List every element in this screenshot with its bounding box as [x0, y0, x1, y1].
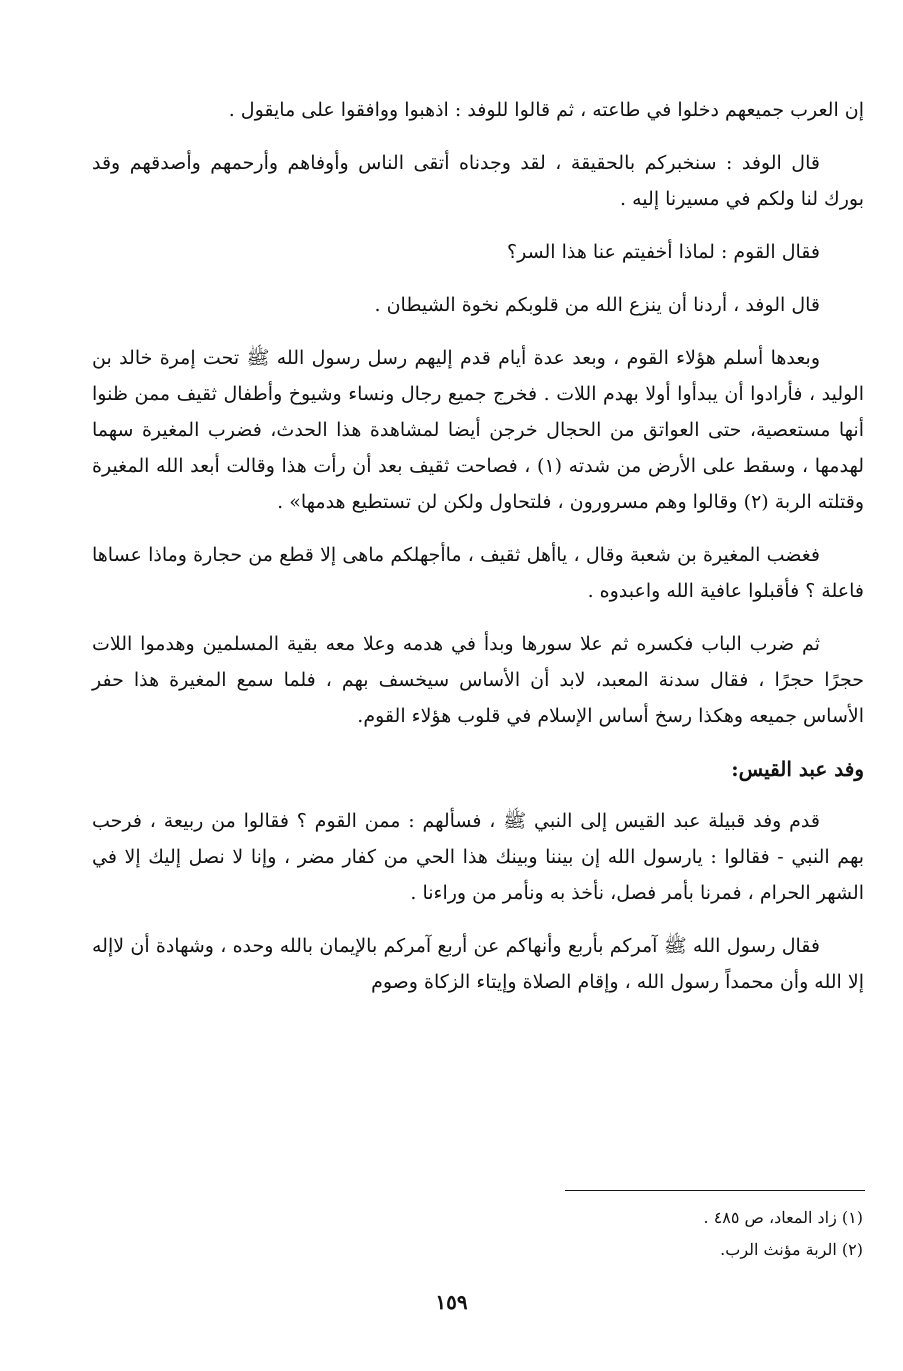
page-number: ١٥٩	[435, 1290, 468, 1314]
section-heading: وفد عبد القيس:	[731, 757, 864, 781]
footnote-divider	[565, 1190, 865, 1191]
footnote-1: (١) زاد المعاد، ص ٤٨٥ .	[703, 1208, 863, 1227]
paragraph-2: قال الوفد : سنخبركم بالحقيقة ، لقد وجدناه أتقى الناس وأوفاهم وأرحمهم وأصدقهم وقد بورك لنا ولكم في مسيرنا إليه .	[92, 152, 864, 210]
footnote-2: (٢) الربة مؤنث الرب.	[720, 1240, 863, 1259]
footnotes	[533, 1202, 863, 1266]
paragraph-7: ثم ضرب الباب فكسره ثم علا سورها وبدأ في هدمه وعلا معه بقية المسلمين وهدموا اللات حجرًا حجرًا ، فقال سدنة المعبد، لابد أن الأساس سيخسف بهم ، فلما سمع المغيرة هذا حفر الأساس جميعه وهكذا رسخ أساس الإسلام في قلوب هؤلاء القوم.	[92, 633, 864, 727]
paragraph-8: قدم وفد قبيلة عبد القيس إلى النبي ﷺ ، فسألهم : ممن القوم ؟ فقالوا من ربيعة ، فرحب بهم النبي - فقالوا : يارسول الله إن بيننا وبينك هذا الحي من كفار مضر ، وإنا لا نصل إليك إلا في الشهر الحرام ، فمرنا بأمر فصل، نأخذ به ونأمر من وراءنا .	[92, 810, 864, 904]
paragraph-4: قال الوفد ، أردنا أن ينزع الله من قلوبكم نخوة الشيطان .	[374, 294, 820, 316]
paragraph-9: فقال رسول الله ﷺ آمركم بأربع وأنهاكم عن أربع آمركم بالإيمان بالله وحده ، وشهادة أن لاإله إلا الله وأن محمداً رسول الله ، وإقام الصلاة وإيتاء الزكاة وصوم	[92, 935, 864, 993]
page-body	[92, 92, 864, 1017]
paragraph-1: إن العرب جميعهم دخلوا في طاعته ، ثم قالوا للوفد : اذهبوا ووافقوا على مايقول .	[228, 99, 864, 121]
paragraph-3: فقال القوم : لماذا أخفيتم عنا هذا السر؟	[507, 241, 820, 263]
paragraph-6: فغضب المغيرة بن شعبة وقال ، ياأهل ثقيف ، ماأجهلكم ماهى إلا قطع من حجارة وماذا عساها فاعلة ؟ فأقبلوا عافية الله واعبدوه .	[92, 544, 864, 602]
paragraph-5: وبعدها أسلم هؤلاء القوم ، وبعد عدة أيام قدم إليهم رسل رسول الله ﷺ تحت إمرة خالد بن الوليد ، فأرادوا أن يبدأوا أولا بهدم اللات . فخرج جميع رجال ونساء وشيوخ وأطفال ثقيف ممن ظنوا أنها مستعصية، حتى العواتق من الحجال خرجن أيضا لمشاهدة هذا الحدث، فضرب المغيرة سهما لهدمها ، وسقط على الأرض من شدته (١) ، فصاحت ثقيف بعد أن رأت هذا وقالت أبعد الله المغيرة وقتلته الربة (٢) وقالوا وهم مسرورون ، فلتحاول ولكن لن تستطيع هدمها» .	[92, 347, 865, 513]
